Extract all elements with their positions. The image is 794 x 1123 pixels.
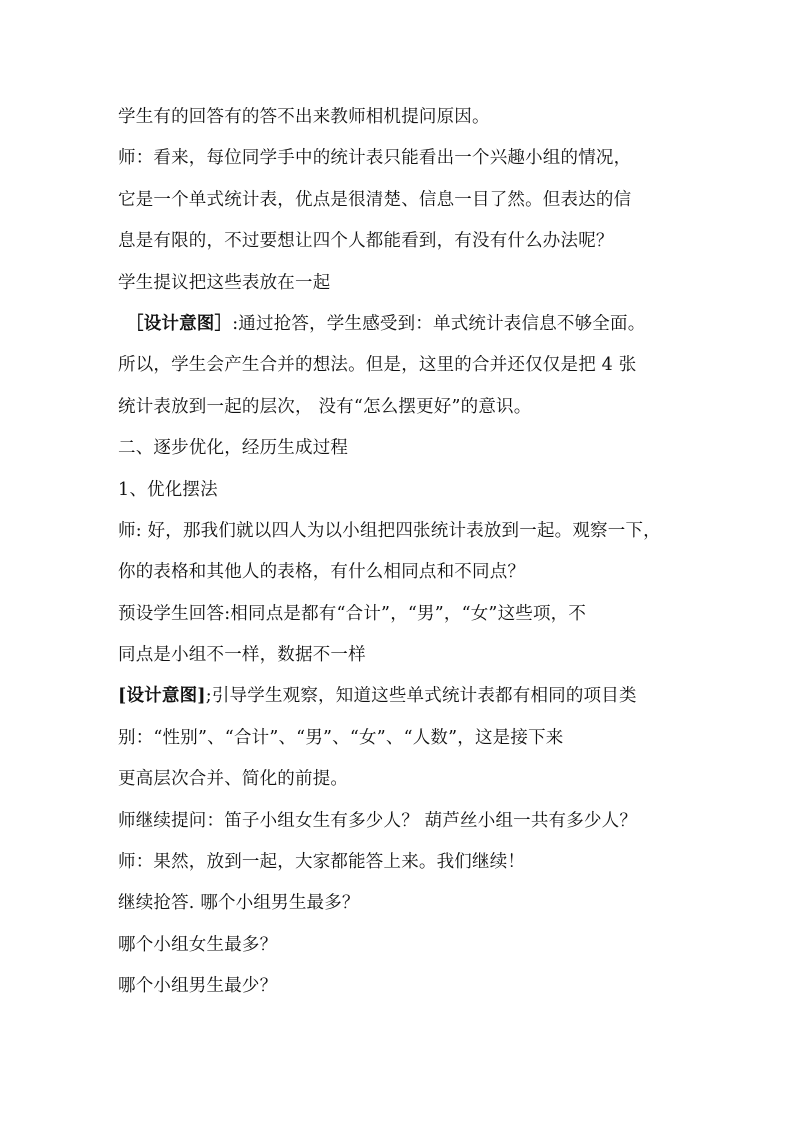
text-line: 同点是小组不一样，数据不一样 [118,645,366,666]
text-line: 师继续提问：笛子小组女生有多少人？ 葫芦丝小组一共有多少人？ [118,810,638,831]
text-line: 它是一个单式统计表，优点是很清楚、信息一目了然。但表达的信 [118,189,632,210]
text-line: 息是有限的，不过要想让四个人都能看到，有没有什么办法呢？ [118,231,614,252]
text-line: 哪个小组男生最少？ [118,976,278,997]
design-intent-line [118,680,690,721]
section-heading: 二、逐步优化，经历生成过程 [118,438,349,459]
text-line: 预设学生回答:相同点是都有“合计”，“男”，“女”这些项，不 [118,603,587,624]
text-line: 你的表格和其他人的表格，有什么相同点和不同点？ [118,562,526,583]
text-line: 统计表放到一起的层次， 没有“怎么摆更好”的意识。 [118,396,532,417]
text-line: 更高层次合并、简化的前提。 [118,769,349,790]
design-intent-text: ;引导学生观察，知道这些单式统计表都有相同的项目类 [205,686,637,707]
text-line: 师：看来，每位同学手中的统计表只能看出一个兴趣小组的情况， [118,148,632,169]
text-line: 学生提议把这些表放在一起 [118,272,331,293]
text-line: 继续抢答. 哪个小组男生最多？ [118,893,360,914]
text-line: 师: 好，那我们就以四人为以小组把四张统计表放到一起。观察一下， [118,520,661,541]
design-intent-text: :通过抢答，学生感受到：单式统计表信息不够全面。 [232,313,646,334]
text-line: 所以，学生会产生合并的想法。但是，这里的合并还仅仅是把 4 张 [118,355,637,376]
design-intent-label: [设计意图] [118,686,206,707]
text-line: 别：“性别”、“合计”、“男”、“女”、“人数”，这是接下来 [118,727,564,748]
text-line: 师：果然，放到一起，大家都能答上来。我们继续！ [118,852,526,873]
design-intent-label: ［设计意图］ [126,313,233,334]
text-line: 学生有的回答有的答不出来教师相机提问原因。 [118,107,490,127]
text-line: 哪个小组女生最多？ [118,934,278,955]
subsection-heading: 1、优化摆法 [118,479,218,500]
design-intent-line [118,308,690,349]
document-body [118,101,690,1012]
